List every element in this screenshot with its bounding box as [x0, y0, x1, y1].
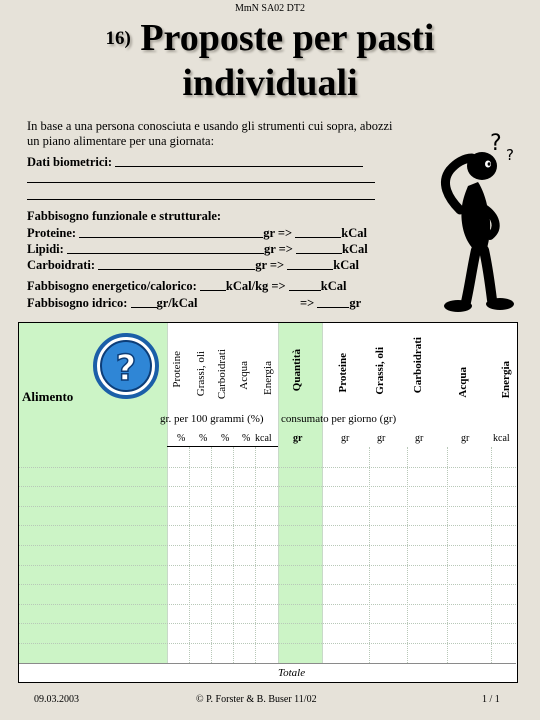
table-column-line [211, 447, 212, 663]
table-row-line [19, 525, 516, 526]
footer-page: 1 / 1 [482, 694, 500, 705]
idrico-grkcal-unit: gr/kCal [156, 296, 198, 310]
proteine-kcal-unit: kCal [341, 226, 367, 240]
fabbisogno-label: Fabbisogno funzionale e strutturale: [27, 209, 222, 223]
energetico-kcal-field[interactable] [289, 279, 321, 291]
totale-label: Totale [278, 667, 306, 679]
dati-biometrici-field[interactable] [115, 155, 363, 167]
dati-biometrici-label: Dati biometrici: [27, 155, 113, 169]
table-column-line [407, 447, 408, 663]
carboidrati-kcal-unit: kCal [333, 258, 359, 272]
lipidi-label: Lipidi: [27, 242, 64, 256]
proteine-label: Proteine: [27, 226, 77, 240]
table-row-line [19, 467, 516, 468]
energetico-kcalkg-unit: kCal/kg => [225, 279, 286, 293]
lipidi-kcal-unit: kCal [342, 242, 368, 256]
title-number: 16) [105, 28, 131, 49]
caption-per100: gr. per 100 grammi (%) [160, 413, 264, 425]
food-table [18, 322, 518, 683]
proteine-gr-arrow: gr => [263, 226, 293, 240]
unit-per100-grassi: % [199, 433, 208, 444]
unit-consumo-proteine: gr [341, 433, 350, 444]
unit-per100-acqua: % [242, 433, 251, 444]
dati-biometrici-field-2[interactable] [27, 182, 375, 183]
table-column-line [189, 447, 190, 663]
title-line-1: Proposte per pasti [140, 17, 435, 59]
idrico-grkcal-field[interactable] [131, 296, 157, 308]
idrico-gr-unit: gr [349, 296, 362, 310]
energetico-kcal-unit: kCal [320, 279, 347, 293]
unit-consumo-acqua: gr [461, 433, 470, 444]
header-consumo-energia: Energia [500, 361, 512, 399]
table-row-line [19, 506, 516, 507]
energetico-kcalkg-field[interactable] [200, 279, 226, 291]
idrico-row [27, 296, 197, 311]
table-column-line [233, 447, 234, 663]
header-per100-carboidrati: Carboidrati [216, 349, 228, 400]
table-column-line [369, 447, 370, 663]
carboidrati-gr-arrow: gr => [255, 258, 285, 272]
energetico-label: Fabbisogno energetico/calorico: [27, 279, 197, 293]
unit-quantita: gr [293, 433, 303, 444]
unit-consumo-grassi: gr [377, 433, 386, 444]
help-icon [91, 331, 161, 401]
table-row-line [19, 486, 516, 487]
table-row-line [19, 565, 516, 566]
dati-biometrici-row [27, 155, 363, 170]
intro-text: In base a una persona conosciuta e usando gli strumenti cui sopra, abozzi un piano alimentare per una giornata: [27, 119, 393, 148]
idrico-result [300, 296, 361, 311]
unit-per100-energia: kcal [255, 433, 272, 444]
table-column-line [447, 447, 448, 663]
unit-per100-carboidrati: % [221, 433, 230, 444]
dati-biometrici-field-3[interactable] [27, 199, 375, 200]
header-per100-grassi: Grassi, oli [195, 351, 207, 397]
header-per100-proteine: Proteine [171, 351, 183, 388]
idrico-arrow: => [300, 296, 315, 310]
table-column-line [491, 447, 492, 663]
table-row-line [19, 604, 516, 605]
header-consumo-grassi: Grassi, oli [374, 347, 386, 395]
proteine-gr-field[interactable] [79, 226, 263, 238]
idrico-gr-field[interactable] [317, 296, 349, 308]
lipidi-row [27, 242, 368, 257]
idrico-label: Fabbisogno idrico: [27, 296, 128, 310]
header-consumo-proteine: Proteine [337, 353, 349, 393]
energetico-row [27, 279, 346, 294]
proteine-kcal-field[interactable] [295, 226, 341, 238]
thinking-person-illustration [420, 128, 530, 318]
footer-credit: © P. Forster & B. Buser 11/02 [196, 694, 317, 705]
lipidi-gr-field[interactable] [67, 242, 264, 254]
carboidrati-row [27, 258, 359, 273]
header-per100-acqua: Acqua [238, 361, 250, 390]
alimento-header: Alimento [22, 389, 74, 404]
question-mark-small-icon: ? [506, 146, 514, 164]
header-per100-energia: Energia [262, 361, 274, 396]
header-consumo-carboidrati: Carboidrati [412, 337, 424, 394]
header-consumo-acqua: Acqua [457, 367, 469, 398]
table-column-line [255, 447, 256, 663]
header-quantita: Quantità [291, 349, 303, 392]
carboidrati-gr-field[interactable] [98, 258, 255, 270]
unit-consumo-carboidrati: gr [415, 433, 424, 444]
caption-consumo: consumato per giorno (gr) [281, 413, 397, 425]
title-line-2: individuali [182, 62, 358, 104]
lipidi-gr-arrow: gr => [263, 242, 293, 256]
table-row-line [19, 545, 516, 546]
lipidi-kcal-field[interactable] [296, 242, 342, 254]
svg-text:?: ? [115, 348, 137, 389]
table-row-line [19, 623, 516, 624]
document-code: MmN SA02 DT2 [234, 3, 305, 14]
carboidrati-kcal-field[interactable] [287, 258, 333, 270]
unit-consumo-energia: kcal [493, 433, 510, 444]
carboidrati-label: Carboidrati: [27, 258, 96, 272]
proteine-row [27, 226, 367, 241]
footer-date: 09.03.2003 [34, 694, 79, 705]
unit-per100-proteine: % [177, 433, 186, 444]
table-row-line [19, 584, 516, 585]
table-row-line [19, 643, 516, 644]
question-mark-icon: ? [490, 131, 502, 156]
page-title [0, 16, 540, 105]
